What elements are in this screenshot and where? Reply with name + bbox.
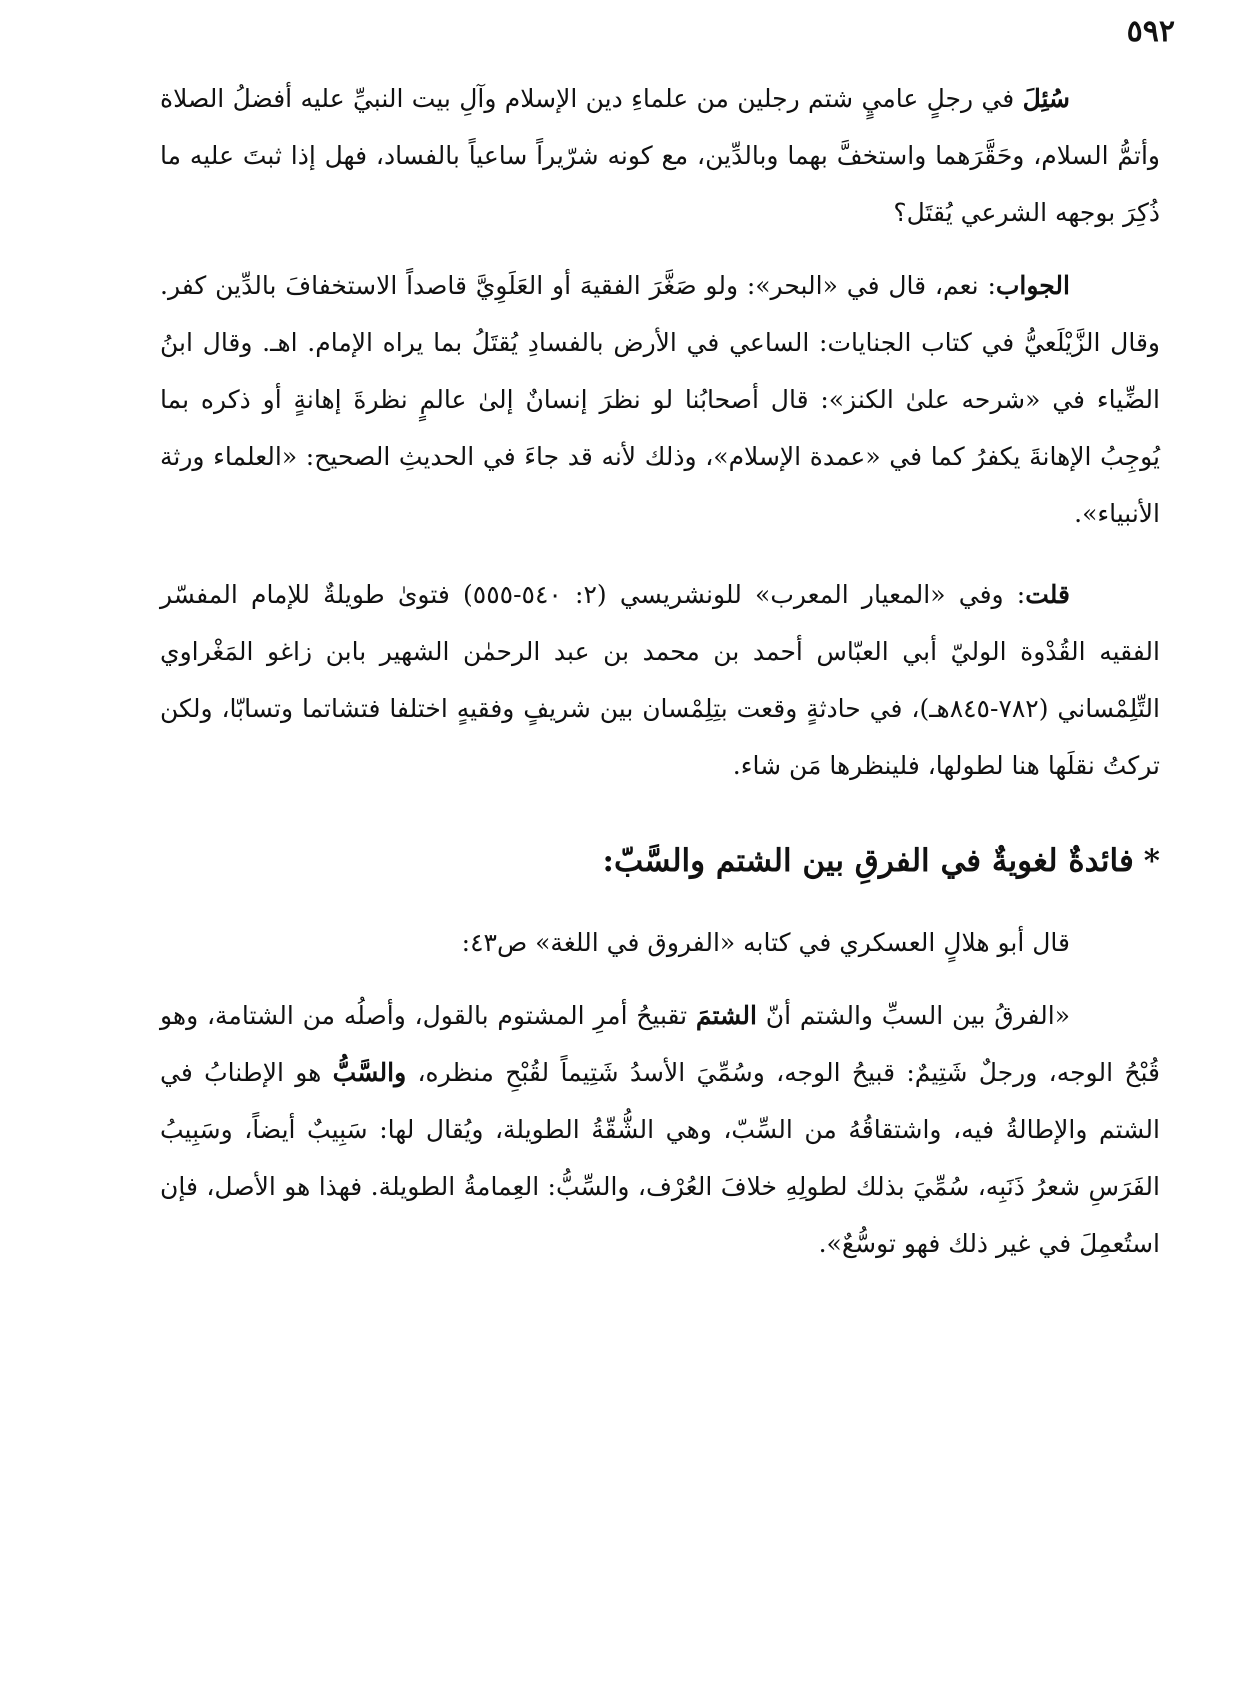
heading-text: فائدةٌ لغويةٌ في الفرقِ بين الشتم والسَّبّ: bbox=[602, 843, 1134, 879]
note-lead: قلت bbox=[1025, 580, 1071, 609]
page-body bbox=[160, 70, 1160, 1272]
question-paragraph bbox=[160, 70, 1160, 241]
note-paragraph bbox=[160, 566, 1160, 794]
quote-part-2: تقبيحُ أمرِ المشتوم بالقول، وأصلُه من الشتامة، وهو قُبْحُ الوجه، ورجلٌ شَتِيمٌ: قبيحُ الوجه، وسُمِّيَ الأسدُ شَتِيماً لقُبْحِ منظره، bbox=[160, 1001, 1160, 1087]
question-text: في رجلٍ عاميٍ شتم رجلين من علماءِ دين الإسلام وآلِ بيت النبيِّ عليه أفضلُ الصلاة وأتمُّ السلام، وحَقَّرَهما واستخفَّ بهما وبالدِّين، مع كونه شرّيراً ساعياً بالفساد، فهل إذا ثبتَ عليه ما ذُكِرَ بوجهه الشرعي يُقتَل؟ bbox=[160, 84, 1160, 227]
answer-paragraph bbox=[160, 257, 1160, 542]
note-text: : وفي «المعيار المعرب» للونشريسي (٢: ٥٤٠-٥٥٥) فتوىٰ طويلةٌ للإمام المفسّر الفقيه القُدْوة الوليّ أبي العبّاس أحمد بن محمد بن عبد الرحمٰن الشهير بابن زاغو المَغْراوي التِّلِمْساني (٧٨٢-٨٤٥هـ)، في حادثةٍ وقعت بتِلِمْسان بين شريفٍ وفقيهٍ اختلفا فتشاتما وتسابّا، ولكن تركتُ نقلَها هنا لطولها، فلينظرها مَن شاء. bbox=[160, 580, 1160, 780]
question-lead: سُئِلَ bbox=[1022, 84, 1070, 113]
quote-part-1: «الفرقُ بين السبِّ والشتم أنّ bbox=[756, 1001, 1070, 1030]
quote-keyword-shatm: الشتمَ bbox=[695, 1001, 757, 1030]
heading-star-mark: * bbox=[1143, 843, 1160, 879]
section-heading bbox=[160, 836, 1160, 886]
quote-paragraph bbox=[160, 987, 1160, 1272]
quote-keyword-sabb: والسَّبُّ bbox=[332, 1058, 407, 1087]
answer-lead: الجواب bbox=[995, 271, 1070, 300]
answer-text: : نعم، قال في «البحر»: ولو صَغَّرَ الفقيهَ أو العَلَوِيَّ قاصداً الاستخفافَ بالدِّين كفر. وقال الزَّيْلَعيُّ في كتاب الجنايات: الساعي في الأرض بالفسادِ يُقتَلُ بما يراه الإمام. اهـ. وقال ابنُ الضِّياء في «شرحه علىٰ الكنز»: قال أصحابُنا لو نظرَ إنسانٌ إلىٰ عالمٍ نظرةَ إهانةٍ أو ذكره بما يُوجِبُ الإهانةَ يكفرُ كما في «عمدة الإسلام»، وذلك لأنه قد جاءَ في الحديثِ الصحيح: «العلماء ورثة الأنبياء». bbox=[160, 271, 1160, 528]
quote-part-3: هو الإطنابُ في الشتم والإطالةُ فيه، واشتقاقُهُ من السِّبّ، وهي الشُّقّةُ الطويلة، ويُقال لها: سَبِيبٌ أيضاً، وسَبِيبُ الفَرَسِ شعرُ ذَنَبِه، سُمِّيَ بذلك لطولِهِ خلافَ العُرْف، والسِّبُّ: العِمامةُ الطويلة. فهذا هو الأصل، فإن استُعمِلَ في غير ذلك فهو توسُّعٌ». bbox=[160, 1058, 1160, 1258]
page-number: ٥٩٢ bbox=[1126, 14, 1175, 49]
quote-intro: قال أبو هلالٍ العسكري في كتابه «الفروق في اللغة» ص٤٣: bbox=[461, 928, 1070, 957]
